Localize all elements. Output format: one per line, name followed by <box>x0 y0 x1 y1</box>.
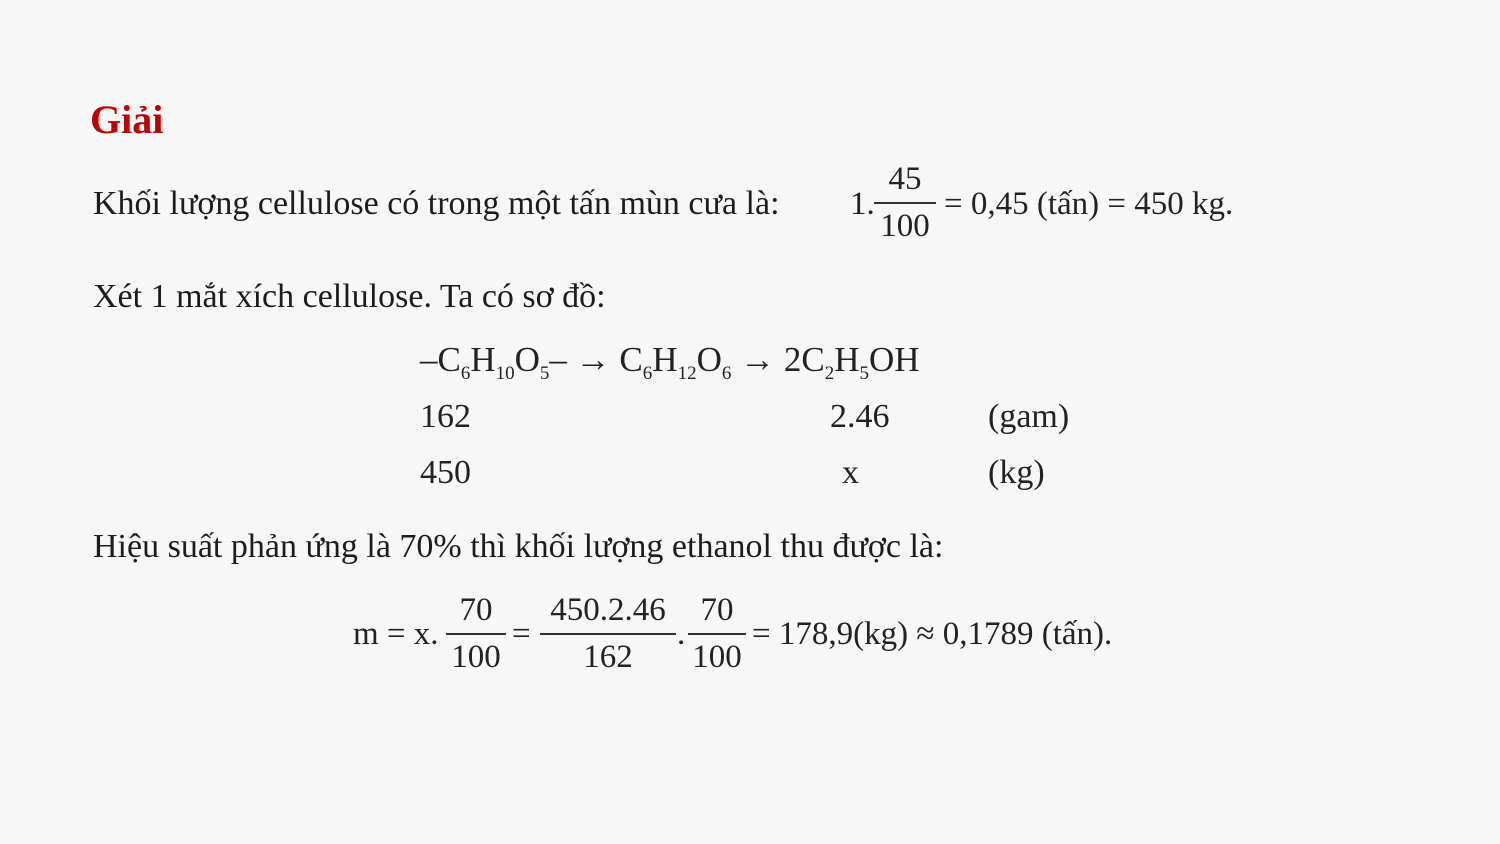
fraction-45-100 <box>874 163 936 243</box>
fraction-450-246-162: 450.2.46 162 <box>540 594 676 674</box>
yield-text: Hiệu suất phản ứng là 70% thì khối lượng ethanol thu được là: <box>93 528 944 565</box>
cellulose-mass-result: = 0,45 (tấn) = 450 kg. <box>944 186 1234 222</box>
scheme-row2-cellulose: 450 <box>420 454 471 491</box>
arrow-2: → 2C <box>731 340 825 379</box>
scheme-intro-text: Xét 1 mắt xích cellulose. Ta có sơ đồ: <box>93 278 606 315</box>
scheme-row1-ethanol: 2.46 <box>830 398 890 435</box>
formula-result: = 178,9(kg) ≈ 0,1789 (tấn). <box>752 616 1113 652</box>
arrow-1: – → <box>549 340 620 379</box>
formula-lhs: m = x. <box>353 616 439 652</box>
scheme-row1-cellulose: 162 <box>420 398 471 435</box>
cellulose-mass-text: Khối lượng cellulose có trong một tấn mùn cưa là: <box>93 185 780 222</box>
formula-dot: . <box>677 616 686 652</box>
cellulose-mass-prefix: 1. <box>850 186 875 222</box>
fraction-70-100-b: 70 100 <box>688 594 746 674</box>
fraction-denominator: 100 <box>880 208 930 244</box>
scheme-row2-ethanol: x <box>842 454 859 491</box>
fraction-70-100-a: 70 100 <box>446 594 506 674</box>
formula-equals: = <box>512 616 531 652</box>
scheme-row2-unit: (kg) <box>988 454 1045 491</box>
fraction-numerator: 45 <box>888 161 922 197</box>
scheme-lead-dash: – <box>420 340 438 379</box>
heading-solution: Giải <box>90 97 164 142</box>
reaction-scheme: $-C_6H_{10}O_5- \to C_6H_{12}O_6 \to 2C_2H_5OH$ <box>420 340 920 384</box>
scheme-row1-unit: (gam) <box>988 398 1070 435</box>
